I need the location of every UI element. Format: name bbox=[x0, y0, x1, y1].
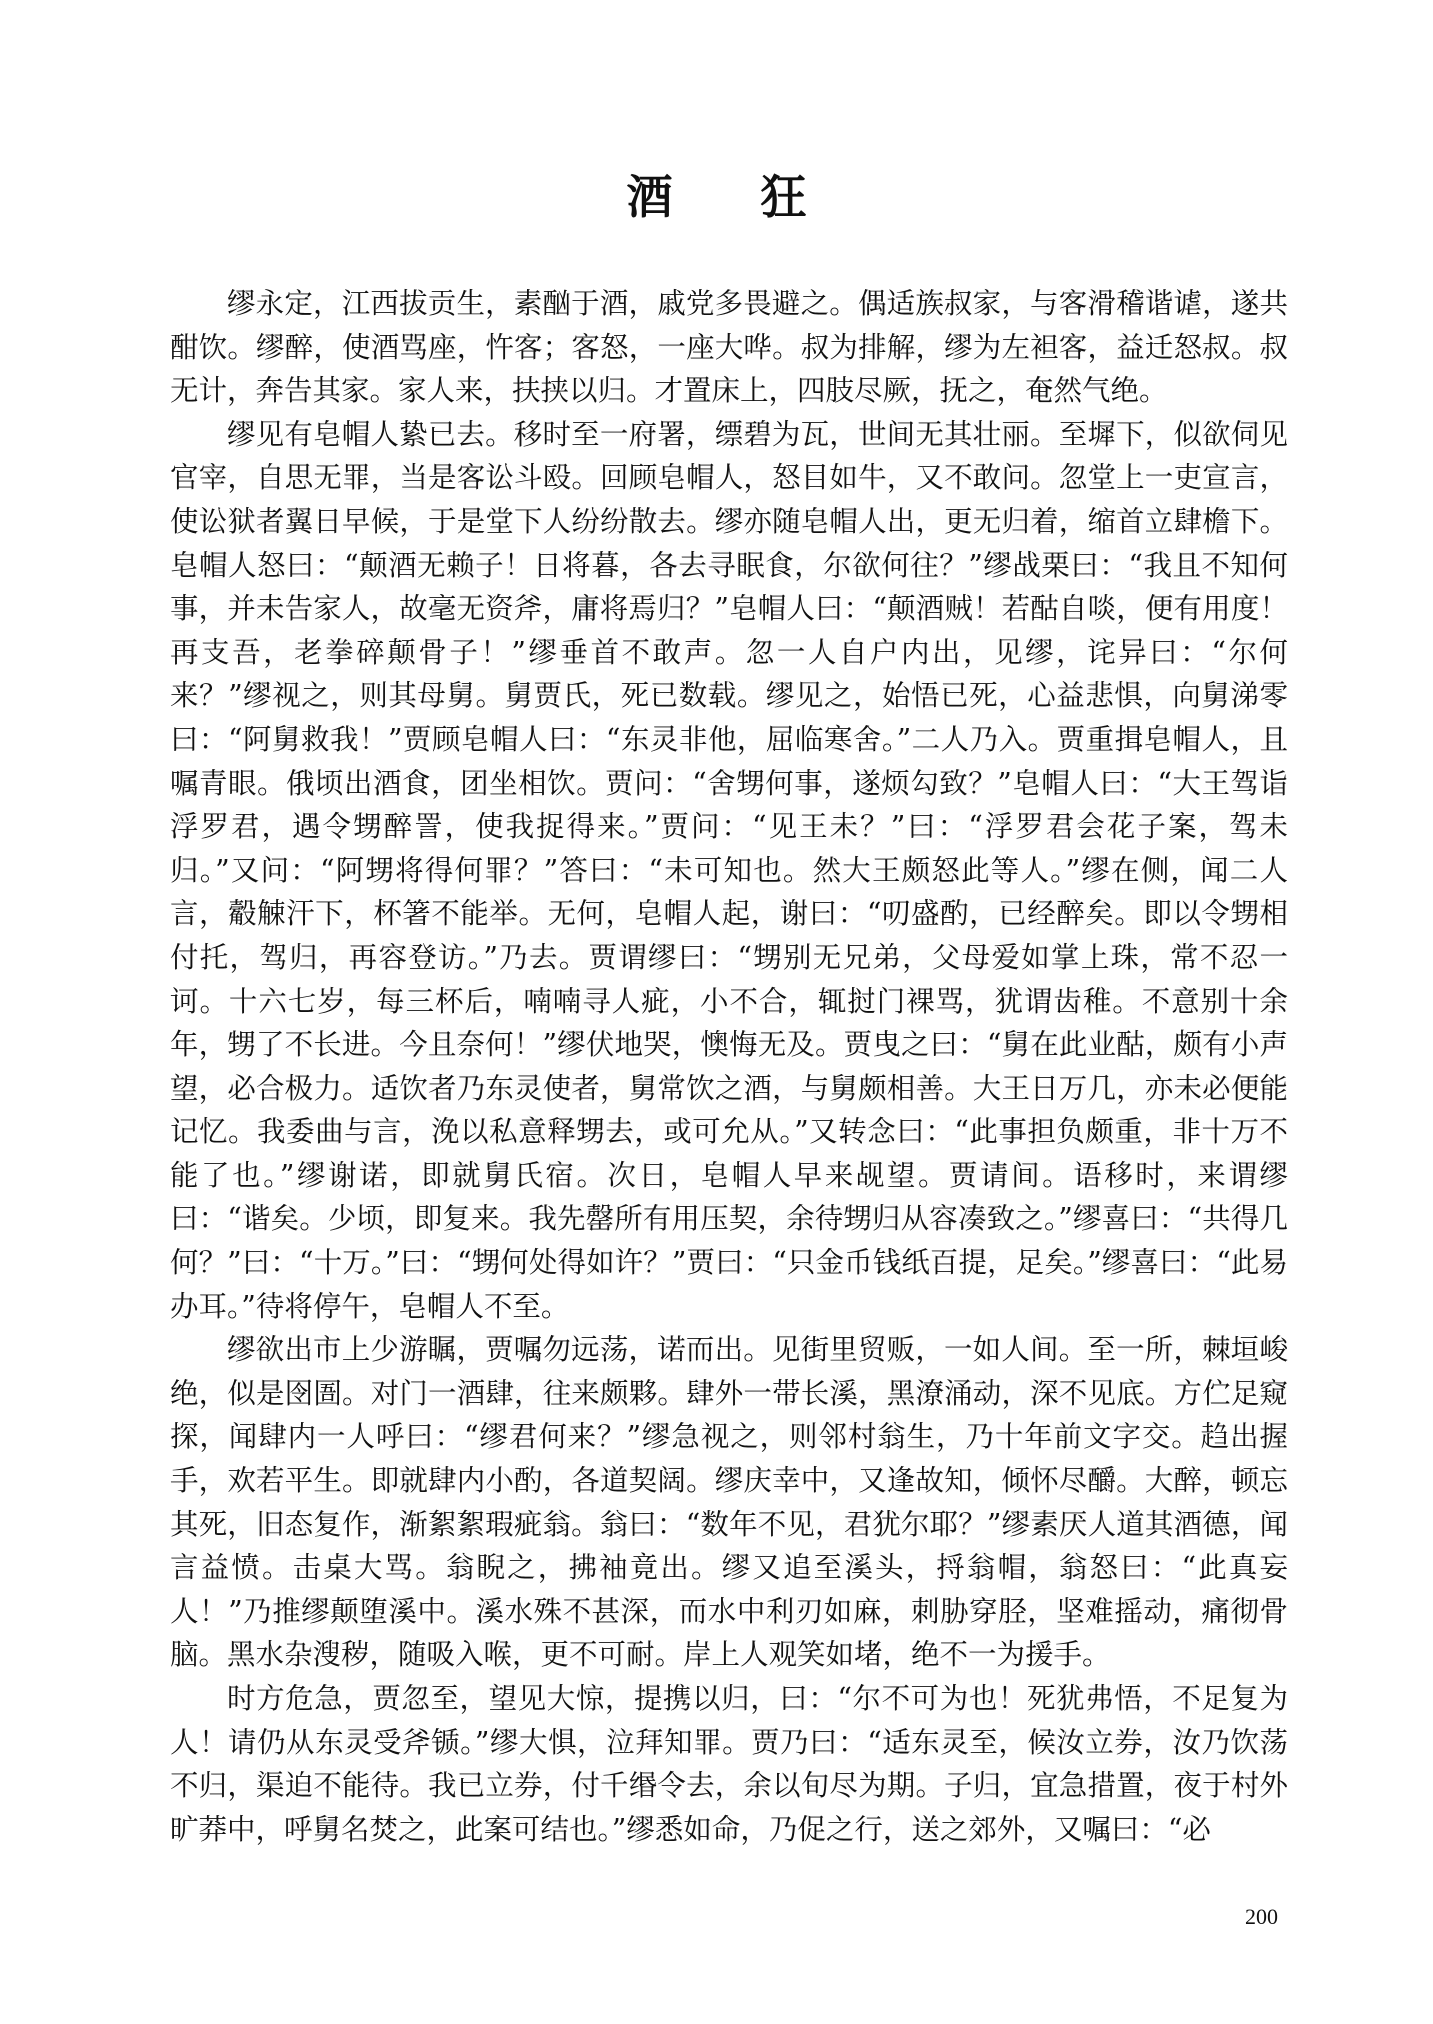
page-number: 200 bbox=[1245, 1904, 1278, 1929]
paragraph: 时方危急，贾忽至，望见大惊，提携以归，曰：“尔不可为也！死犹弗悟，不足复为人！请仍从东灵受斧锧。”缪大惧，泣拜知罪。贾乃曰：“适东灵至，候汝立券，汝乃饮荡不归，渠迫不能待。我已立券，付千缗令去，余以旬尽为期。子归，宜急措置，夜于村外旷莽中，呼舅名焚之，此案可结也。”缪悉如命，乃促之行，送之郊外，又嘱曰：“必 bbox=[170, 1682, 1288, 1846]
body-text bbox=[170, 282, 1288, 1851]
paragraph: 缪欲出市上少游瞩，贾嘱勿远荡，诺而出。见街里贸贩，一如人间。至一所，棘垣峻绝，似是囹圄。对门一酒肆，往来颇夥。肆外一带长溪，黑潦涌动，深不见底。方伫足窥探，闻肆内一人呼曰：“缪君何来？”缪急视之，则邻村翁生，乃十年前文字交。趋出握手，欢若平生。即就肆内小酌，各道契阔。缪庆幸中，又逢故知，倾怀尽釂。大醉，顿忘其死，旧态复作，渐絮絮瑕疵翁。翁曰：“数年不见，君犹尔耶？”缪素厌人道其酒德，闻言益愤。击桌大骂。翁睨之，拂袖竟出。缪又追至溪头，捋翁帽，翁怒曰：“此真妄人！”乃推缪颠堕溪中。溪水殊不甚深，而水中利刃如麻，刺胁穿胫，坚难摇动，痛彻骨脑。黑水杂溲秽，随吸入喉，更不可耐。岸上人观笑如堵，绝不一为援手。 bbox=[170, 1333, 1288, 1672]
paragraph: 缪见有皂帽人絷已去。移时至一府署，缥碧为瓦，世间无其壮丽。至墀下，似欲伺见官宰，自思无罪，当是客讼斗殴。回顾皂帽人，怒目如牛，又不敢问。忽堂上一吏宣言，使讼狱者翼日早候，于是堂下人纷纷散去。缪亦随皂帽人出，更无归着，缩首立肆檐下。皂帽人怒曰：“颠酒无赖子！日将暮，各去寻眠食，尔欲何往？”缪战栗曰：“我且不知何事，并未告家人，故毫无资斧，庸将焉归？”皂帽人曰：“颠酒贼！若酤自啖，便有用度！再支吾，老拳碎颠骨子！”缪垂首不敢声。忽一人自户内出，见缪，诧异曰：“尔何来？”缪视之，则其母舅。舅贾氏，死已数载。缪见之，始悟已死，心益悲惧，向舅涕零曰：“阿舅救我！”贾顾皂帽人曰：“东灵非他，屈临寒舍。”二人乃入。贾重揖皂帽人，且嘱青眼。俄顷出酒食，团坐相饮。贾问：“舍甥何事，遂烦勾致？”皂帽人曰：“大王驾诣浮罗君，遇令甥醉詈，使我捉得来。”贾问：“见王未？”曰：“浮罗君会花子案，驾未归。”又问：“阿甥将得何罪？”答曰：“未可知也。然大王颇怒此等人。”缪在侧，闻二人言，觳觫汗下，杯箸不能举。无何，皂帽人起，谢曰：“叨盛酌，已经醉矣。即以令甥相付托，驾归，再容登访。”乃去。贾谓缪曰：“甥别无兄弟，父母爱如掌上珠，常不忍一诃。十六七岁，每三杯后，喃喃寻人疵，小不合，辄挝门裸骂，犹谓齿稚。不意别十余年，甥了不长进。今且奈何！”缪伏地哭，懊悔无及。贾曳之曰：“舅在此业酤，颇有小声望，必合极力。适饮者乃东灵使者，舅常饮之酒，与舅颇相善。大王日万几，亦未必便能记忆。我委曲与言，浼以私意释甥去，或可允从。”又转念曰：“此事担负颇重，非十万不能了也。”缪谢诺，即就舅氏宿。次日，皂帽人早来觇望。贾请间。语移时，来谓缪曰：“谐矣。少顷，即复来。我先罄所有用压契，余待甥归从容凑致之。”缪喜曰：“共得几何？”曰：“十万。”曰：“甥何处得如许？”贾曰：“只金币钱纸百提，足矣。”缪喜曰：“此易办耳。”待将停午，皂帽人不至。 bbox=[170, 417, 1288, 1323]
chapter-title: 酒 狂 bbox=[626, 170, 843, 224]
paragraph: 缪永定，江西拔贡生，素酗于酒，戚党多畏避之。偶适族叔家，与客滑稽谐谑，遂共酣饮。缪醉，使酒骂座，忤客；客怒，一座大哗。叔为排解，缪为左袒客，益迁怒叔。叔无计，奔告其家。家人来，扶挟以归。才置床上，四肢尽厥，抚之，奄然气绝。 bbox=[170, 287, 1288, 408]
